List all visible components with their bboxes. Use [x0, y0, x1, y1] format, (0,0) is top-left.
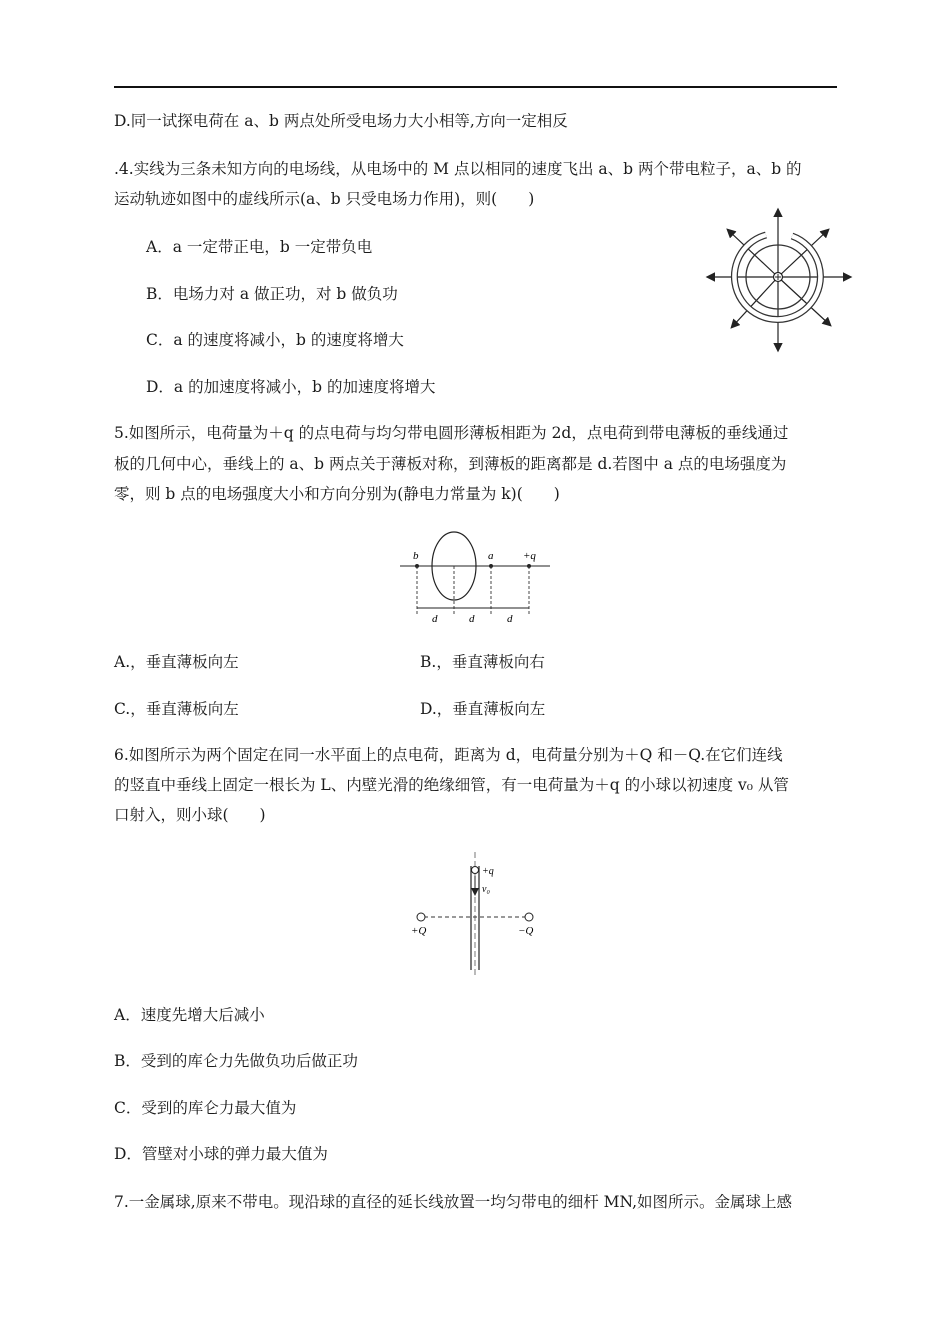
- q4-option-d: D．a 的加速度将减小，b 的加速度将增大: [146, 378, 436, 396]
- q6-option-b: B．受到的库仑力先做负功后做正功: [114, 1052, 358, 1070]
- q6-option-c: C．受到的库仑力最大值为: [114, 1099, 297, 1117]
- q6-label-ball: +q: [482, 866, 494, 877]
- q5-label-d3: d: [507, 613, 513, 625]
- q5-stem-line3: 零，则 b 点的电场强度大小和方向分别为(静电力常量为 k)( ): [114, 485, 560, 503]
- q5-option-c: C.，垂直薄板向左: [114, 700, 239, 718]
- q6-label-velocity: v₀: [482, 884, 490, 895]
- q3-option-d: D.同一试探电荷在 a、b 两点处所受电场力大小相等,方向一定相反: [114, 112, 568, 130]
- q6-label-right-charge: −Q: [518, 925, 534, 937]
- q7-stem-line1: 7.一金属球,原来不带电。现沿球的直径的延长线放置一均匀带电的细杆 MN,如图所示。金属球上感: [114, 1193, 793, 1211]
- q6-tube-figure: [408, 850, 548, 980]
- q5-stem-line2: 板的几何中心，垂线上的 a、b 两点关于薄板对称，到薄板的距离都是 d.若图中 a 点的电场强度为: [114, 455, 787, 473]
- q6-stem-line3: 口射入，则小球( ): [114, 806, 266, 824]
- q5-option-b: B.，垂直薄板向右: [420, 653, 545, 671]
- q6-stem-line1: 6.如图所示为两个固定在同一水平面上的点电荷，距离为 d，电荷量分别为＋Q 和－Q.在它们连线: [114, 746, 783, 764]
- q6-label-left-charge: +Q: [411, 925, 427, 937]
- q5-option-d: D.，垂直薄板向左: [420, 700, 546, 718]
- q6-option-a: A．速度先增大后减小: [114, 1006, 265, 1024]
- q5-plate-figure: [398, 528, 558, 628]
- q4-stem-line1: .4.实线为三条未知方向的电场线，从电场中的 M 点以相同的速度飞出 a、b 两个带电粒子，a、b 的: [114, 160, 802, 178]
- q6-stem-line2: 的竖直中垂线上固定一根长为 L、内壁光滑的绝缘细管，有一电荷量为＋q 的小球以初速度 v₀ 从管: [114, 776, 789, 794]
- header-rule: [114, 86, 837, 88]
- q4-option-a: A．a 一定带正电，b 一定带负电: [146, 238, 373, 256]
- q5-stem-line1: 5.如图所示，电荷量为＋q 的点电荷与均匀带电圆形薄板相距为 2d，点电荷到带电薄板的垂线通过: [114, 424, 789, 442]
- q5-label-a: a: [488, 550, 494, 562]
- q5-option-a: A.，垂直薄板向左: [114, 653, 239, 671]
- q5-label-charge: +q: [523, 550, 536, 562]
- q4-field-figure: [700, 205, 860, 355]
- q4-option-b: B．电场力对 a 做正功，对 b 做负功: [146, 285, 398, 303]
- q5-label-d1: d: [432, 613, 438, 625]
- q4-option-c: C．a 的速度将减小，b 的速度将增大: [146, 331, 404, 349]
- q6-option-d: D．管壁对小球的弹力最大值为: [114, 1145, 328, 1163]
- q4-stem-line2: 运动轨迹如图中的虚线所示(a、b 只受电场力作用)，则( ): [114, 190, 535, 208]
- q5-label-b: b: [413, 550, 419, 562]
- q5-label-d2: d: [469, 613, 475, 625]
